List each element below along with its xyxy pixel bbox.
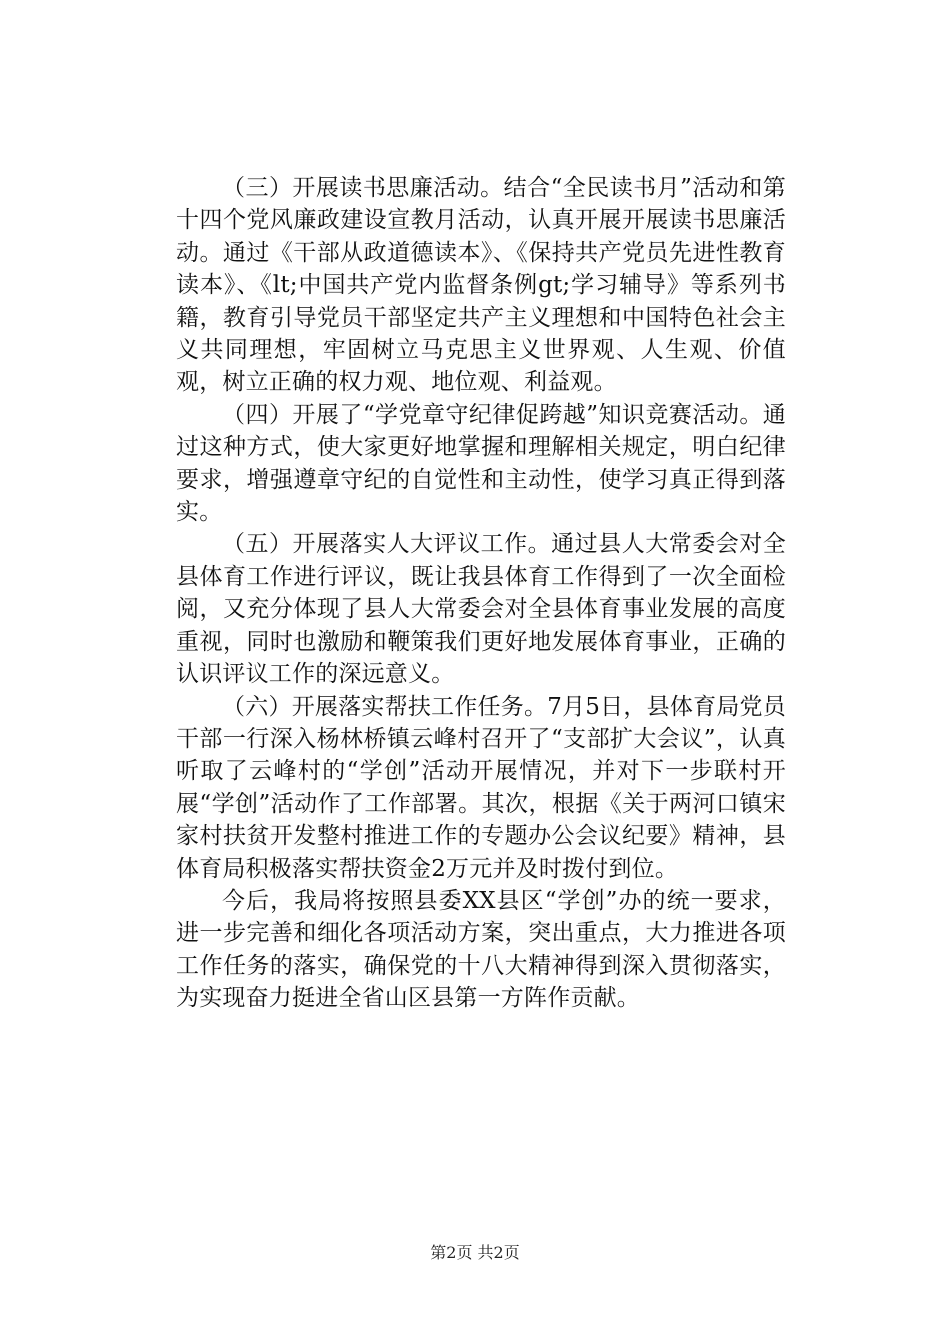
document-body	[176, 172, 786, 1015]
paragraph-npc-review: （五）开展落实人大评议工作。通过县人大常委会对全县体育工作进行评议，既让我县体育工作得到了一次全面检阅，又充分体现了县人大常委会对全县体育事业发展的高度重视，同时也激励和鞭策我们更好地发展体育事业，正确的认识评议工作的深远意义。	[176, 531, 786, 688]
paragraph-reading-activity: （三）开展读书思廉活动。结合“全民读书月”活动和第十四个党风廉政建设宣教月活动，认真开展开展读书思廉活动。通过《干部从政道德读本》、《保持共产党员先进性教育读本》、《lt;中国共产党内监督条例gt;学习辅导》等系列书籍，教育引导党员干部坚定共产主义理想和中国特色社会主义共同理想，牢固树立马克思主义世界观、人生观、价值观，树立正确的权力观、地位观、利益观。	[176, 175, 786, 396]
paragraph-conclusion: 今后，我局将按照县委XX县区“学创”办的统一要求，进一步完善和细化各项活动方案，突出重点，大力推进各项工作任务的落实，确保党的十八大精神得到深入贯彻落实，为实现奋力挺进全省山区县第一方阵作贡献。	[176, 887, 786, 1012]
paragraph-knowledge-contest: （四）开展了“学党章守纪律促跨越”知识竞赛活动。通过这种方式，使大家更好地掌握和理解相关规定，明白纪律要求，增强遵章守纪的自觉性和主动性，使学习真正得到落实。	[176, 401, 786, 526]
paragraph-assistance-task: （六）开展落实帮扶工作任务。7月5日，县体育局党员干部一行深入杨林桥镇云峰村召开了“支部扩大会议”，认真听取了云峰村的“学创”活动开展情况，并对下一步联村开展“学创”活动作了工作部署。其次，根据《关于两河口镇宋家村扶贫开发整村推进工作的专题办公会议纪要》精神，县体育局积极落实帮扶资金2万元并及时拨付到位。	[176, 693, 786, 882]
page-number-footer: 第2页 共2页	[430, 1243, 520, 1262]
